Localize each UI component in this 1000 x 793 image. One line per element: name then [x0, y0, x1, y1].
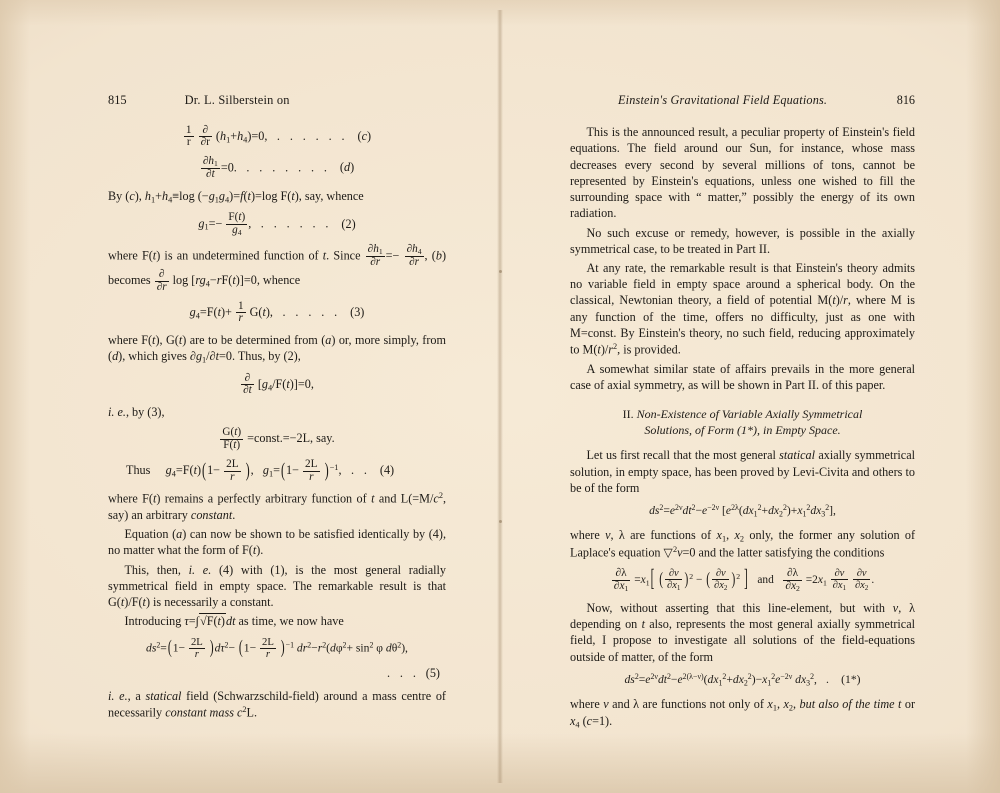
- section-title-line1: Non-Existence of Variable Axially Symmetrical: [636, 407, 863, 422]
- equation-5-number: . . . (5): [387, 665, 440, 680]
- equation-2: $g_1=-$ $\frac{F(t)}{g_4}$ , . . . . . . (2): [198, 211, 356, 238]
- left-paragraph-5: where F(t) remains a perfectly arbitrary function of t and $L(=M/c^2$, say) an arbitrary constant.: [108, 491, 447, 523]
- paper-shadow-left: [0, 0, 30, 793]
- right-paragraph-3: At any rate, the remarkable result is that Einstein's theory admits no variable field in empty space around a spherical body. On the classical, Newtonian theory, a field of potential M(t)/r, where M is any function of the time, offers no difficulty, just as one with M=const. By Einstein's theory, no such field, reducing approximately to $M(t)/r^2$, is provided.: [570, 260, 915, 357]
- left-page-text-column: [108, 92, 446, 724]
- equation-3: $g_4=F(t)+$ $\frac{1}{r}$ G(t), . . . . . (3): [189, 299, 365, 325]
- left-running-title: Dr. L. Silberstein on: [184, 93, 290, 107]
- left-paragraph-2: where F(t) is an undetermined function of t. Since $\frac{\partial h_1}{\partial r}$ =− $\frac{\partial h_4}{\partial r}$ , (b) becomes $\frac{\partial}{\partial r}$ $\log [rg_4-rF(t)]=0$, whence: [108, 243, 446, 293]
- right-paragraph-5: Let us first recall that the most general statical axially symmetrical solution, in empty space, has been proved by Levi-Civita and others to be of the form: [570, 448, 915, 495]
- right-paragraph-4: A somewhat similar state of affairs prevails in the more general case of axial symmetry, as will be shown in Part II. of this paper.: [570, 361, 915, 392]
- left-paragraph-1: By (c), $h_1+h_4\equiv\log$ $(-g_1g_4)=f(t)=\log$ F(t), say, whence: [108, 188, 364, 205]
- paper-shadow-right: [966, 0, 1000, 793]
- right-page-text-column: [570, 92, 915, 733]
- left-paragraph-7: This, then, i. e. (4) with (1), is the most general radially symmetrical field in empty space. The remarkable result is that G(t)/F(t) is necessarily a constant.: [108, 562, 446, 610]
- equation-conditions: $\frac{\partial\lambda}{\partial x_1}$ $=x_1$[ ( $\frac{\partial\nu}{\partial x_1}$ )$^2$ − ( $\frac{\partial\nu}{\partial x_2}$ )$^2$ ] and $\frac{\partial\lambda}{\partial x_2}$ $=2x_1$ $\frac{\partial\nu}{\partial x_1}$ $\frac{\partial\nu}{\partial x_2}$ .: [613, 566, 875, 593]
- book-gutter: [497, 10, 503, 783]
- right-paragraph-8: where ν and λ are functions not only of $x_1$, $x_2$, but also of the time t or $x_4$ (c=1).: [570, 696, 916, 730]
- equation-levi-civita: $ds^2=e^{2\nu}dt^2-e^{-2\nu}$ $[e^{2\lambda}(dx_1^2+dx_2^2)+x_1^2dx_3^2]$,: [649, 503, 836, 519]
- equation-5: $ds^2=(1-$ $\frac{2L}{r}$ )$d\tau^2- (1-$ $\frac{2L}{r}$ )$^{-1}$ $dr^2-r^2(d\varphi^2+ \sin^2 \varphi$ $d\theta^2$),: [146, 635, 408, 660]
- right-paragraph-2: No such excuse or remedy, however, is possible in the axially symmetrical case, to be treated in Part II.: [570, 225, 915, 256]
- equation-c: $\frac{1}{r}$ $\frac{\partial}{\partial r}$ $(h_1+h_4)=0$, . . . . . . (c): [185, 123, 372, 149]
- left-paragraph-8: Introducing τ=∫√F(t)dt as time, we now have: [124, 614, 344, 629]
- left-running-head: [108, 92, 446, 109]
- equation-1-star: $ds^2=e^{2\nu}dt^2-e^{2(\lambda-\nu)}(dx_1^2+dx_2^2)-x_1^2e^{-2\nu}$ $dx_3^2$, . (1*): [624, 671, 861, 688]
- section-number: II.: [622, 407, 634, 422]
- gutter-mark-lower: [499, 520, 502, 523]
- left-paragraph-4: i. e., by (3),: [108, 405, 165, 420]
- right-paragraph-1: This is the announced result, a peculiar property of Einstein's field equations. The field around our Sun, for instance, whose mass decreases every second by several millions of tons, cannot be represented by Einstein's equations, unless one wished to fill the surrounding space with “ matter,” possibly the energy of its own radiation.: [570, 125, 915, 221]
- section-title-line2: Solutions, of Form (1*), in Empty Space.: [644, 423, 841, 438]
- right-page-number: 816: [896, 93, 915, 107]
- right-paragraph-6: where ν, λ are functions of $x_1$, $x_2$ only, the former any solution of Laplace's equation ▽$^2$ν=0 and the latter satisfying the conditions: [570, 527, 916, 560]
- equation-4: Thus $g_4=F(t)(1-$ $\frac{2L}{r}$ ), $g_1=(1-$ $\frac{2L}{r}$ )$^{-1}$, . . (4): [126, 457, 395, 483]
- left-paragraph-9: i. e., a statical field (Schwarzschild-field) around a mass centre of necessarily constant mass $c^2L$.: [108, 689, 446, 720]
- equation-3b: $\frac{\partial}{\partial t}$ $[g_4/F(t)]=0$,: [243, 371, 314, 397]
- left-paragraph-3: where F(t), G(t) are to be determined from (a) or, more simply, from (d), which gives $\partial g_1/\partial t=0$. Thus, by (2),: [108, 333, 446, 365]
- left-page-number: 815: [108, 93, 127, 107]
- right-running-title: Einstein's Gravitational Field Equations.: [618, 93, 828, 107]
- gutter-mark-upper: [499, 270, 502, 273]
- equation-3c: $\frac{G(t)}{F(t)}$ =const.=−2L, say.: [222, 426, 335, 452]
- equation-d: $\frac{\partial h_1}{\partial t}$ =0. . . . . . . . (d): [202, 155, 355, 181]
- section-heading: [570, 406, 915, 438]
- left-paragraph-6: Equation (a) can now be shown to be satisfied identically by (4), no matter what the form of F(t).: [108, 527, 447, 558]
- right-paragraph-7: Now, without asserting that this line-element, but with ν, λ depending on t also, represents the most general axially symmetrical field, I propose to investigate all solutions of the field-equations outside of matter, of the form: [570, 600, 915, 664]
- right-running-head: [570, 92, 915, 108]
